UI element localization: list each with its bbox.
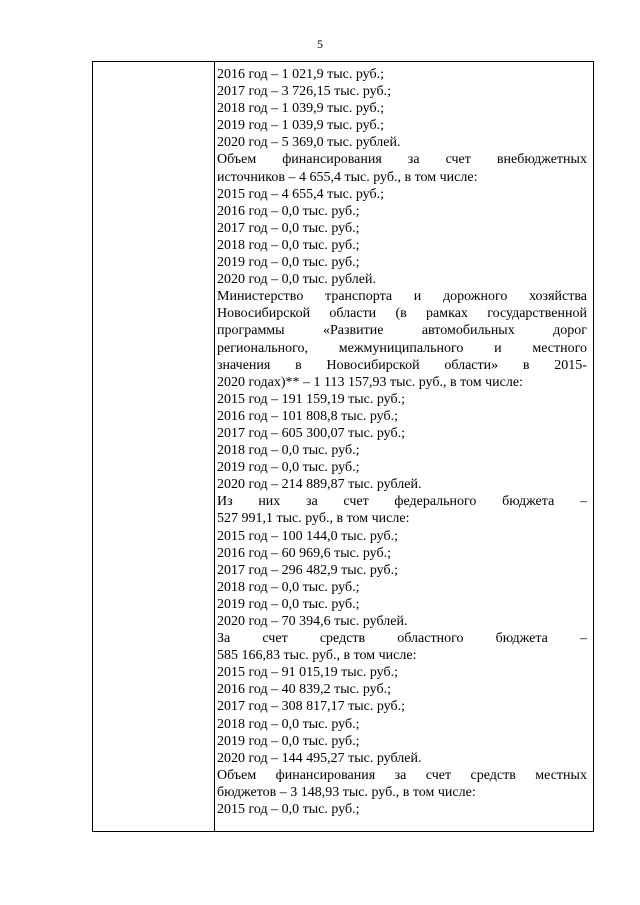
- word: бюджета: [502, 494, 555, 510]
- text-line: 2017 год – 296 482,9 тыс. руб.;: [217, 562, 398, 578]
- text-line: 2020 годах)** – 1 113 157,93 тыс. руб., в том числе:: [217, 374, 523, 390]
- word: Министерство: [217, 289, 304, 305]
- text-line: 2020 год – 214 889,87 тыс. рублей.: [217, 477, 422, 493]
- word: Новосибирской: [217, 306, 311, 322]
- word: 2015-: [554, 357, 587, 373]
- text-line: [217, 322, 587, 339]
- word: –: [579, 631, 587, 647]
- word: за: [305, 494, 318, 510]
- word: местного: [532, 340, 587, 356]
- text-line: бюджетов – 3 148,93 тыс. руб., в том числе:: [217, 784, 476, 800]
- text-line: 2016 год – 1 021,9 тыс. руб.;: [217, 67, 384, 82]
- word: в: [295, 357, 302, 373]
- financing-text-cell: [217, 66, 587, 818]
- word: Объем: [217, 152, 257, 168]
- page-number: 5: [317, 37, 323, 51]
- word: областного: [397, 631, 464, 647]
- word: Новосибирской: [326, 357, 420, 373]
- word: за: [407, 152, 420, 168]
- text-line: [217, 630, 587, 647]
- word: За: [217, 631, 231, 647]
- word: за: [394, 767, 407, 783]
- word: –: [579, 494, 587, 510]
- text-line: 2016 год – 101 808,8 тыс. руб.;: [217, 408, 398, 424]
- word: Из: [217, 494, 233, 510]
- word: области»: [444, 357, 499, 373]
- text-line: 2018 год – 0,0 тыс. руб.;: [217, 237, 360, 253]
- word: хозяйства: [529, 289, 587, 305]
- text-line: 2020 год – 70 394,6 тыс. рублей.: [217, 614, 408, 629]
- word: Объем: [217, 767, 257, 783]
- word: дорог: [553, 323, 587, 339]
- word: средств: [470, 767, 516, 783]
- text-line: 2018 год – 1 039,9 тыс. руб.;: [217, 101, 384, 117]
- word: и: [413, 289, 422, 305]
- text-line: 2015 год – 91 015,19 тыс. руб.;: [217, 665, 398, 681]
- word: «Развитие: [322, 323, 384, 339]
- word: программы: [217, 323, 285, 339]
- word: регионального,: [217, 340, 309, 356]
- word: значения: [217, 357, 271, 373]
- text-line: 2019 год – 1 039,9 тыс. руб.;: [217, 118, 384, 134]
- word: счет: [445, 152, 471, 168]
- text-line: 2019 год – 0,0 тыс. руб.;: [217, 733, 360, 749]
- word: транспорта: [325, 289, 393, 305]
- word: области: [329, 306, 377, 322]
- text-line: 2016 год – 0,0 тыс. руб.;: [217, 203, 360, 219]
- word: счет: [343, 494, 369, 510]
- word: местных: [535, 767, 587, 783]
- word: государственной: [487, 306, 587, 322]
- word: рамках: [426, 306, 468, 322]
- word: автомобильных: [421, 323, 515, 339]
- column-divider: [214, 62, 215, 831]
- text-line: 2019 год – 0,0 тыс. руб.;: [217, 596, 360, 612]
- text-line: 527 991,1 тыс. руб., в том числе:: [217, 511, 410, 527]
- word: бюджета: [495, 631, 548, 647]
- text-line: источников – 4 655,4 тыс. руб., в том числе:: [217, 169, 478, 185]
- text-line: 2015 год – 4 655,4 тыс. руб.;: [217, 186, 384, 202]
- word: и: [494, 340, 502, 356]
- text-line: 2020 год – 0,0 тыс. рублей.: [217, 272, 376, 288]
- document-table: [92, 61, 594, 832]
- text-line: 2015 год – 100 144,0 тыс. руб.;: [217, 528, 398, 544]
- text-line: 2020 год – 144 495,27 тыс. рублей.: [217, 750, 422, 766]
- text-line: [217, 493, 587, 510]
- word: в: [522, 357, 530, 373]
- text-line: [217, 340, 587, 357]
- word: финансирования: [282, 152, 382, 168]
- word: внебюджетных: [496, 152, 587, 168]
- word: счет: [425, 767, 452, 783]
- text-line: 2020 год – 5 369,0 тыс. рублей.: [217, 135, 401, 151]
- text-line: 2015 год – 191 159,19 тыс. руб.;: [217, 391, 405, 407]
- text-line: [217, 288, 587, 305]
- word: федерального: [394, 494, 477, 510]
- word: межмуниципального: [338, 340, 464, 356]
- text-line: 2016 год – 40 839,2 тыс. руб.;: [217, 682, 391, 698]
- text-line: 585 166,83 тыс. руб., в том числе:: [217, 648, 417, 664]
- word: средств: [319, 631, 366, 647]
- text-line: 2018 год – 0,0 тыс. руб.;: [217, 716, 360, 732]
- word: финансирования: [275, 767, 376, 783]
- text-line: 2017 год – 308 817,17 тыс. руб.;: [217, 699, 405, 715]
- text-line: 2019 год – 0,0 тыс. руб.;: [217, 460, 360, 476]
- text-line: 2018 год – 0,0 тыс. руб.;: [217, 579, 360, 595]
- word: дорожного: [443, 289, 508, 305]
- text-line: 2017 год – 3 726,15 тыс. руб.;: [217, 84, 391, 100]
- text-line: 2019 год – 0,0 тыс. руб.;: [217, 255, 360, 271]
- text-line: [217, 151, 587, 168]
- word: них: [258, 494, 281, 510]
- text-line: [217, 357, 587, 374]
- text-line: 2015 год – 0,0 тыс. руб.;: [217, 802, 360, 818]
- text-line: [217, 767, 587, 784]
- text-line: 2017 год – 605 300,07 тыс. руб.;: [217, 425, 405, 441]
- text-line: 2016 год – 60 969,6 тыс. руб.;: [217, 545, 391, 561]
- text-line: 2018 год – 0,0 тыс. руб.;: [217, 443, 360, 459]
- text-line: 2017 год – 0,0 тыс. руб.;: [217, 220, 360, 236]
- word: счет: [262, 631, 288, 647]
- text-line: [217, 305, 587, 322]
- word: (в: [395, 306, 407, 322]
